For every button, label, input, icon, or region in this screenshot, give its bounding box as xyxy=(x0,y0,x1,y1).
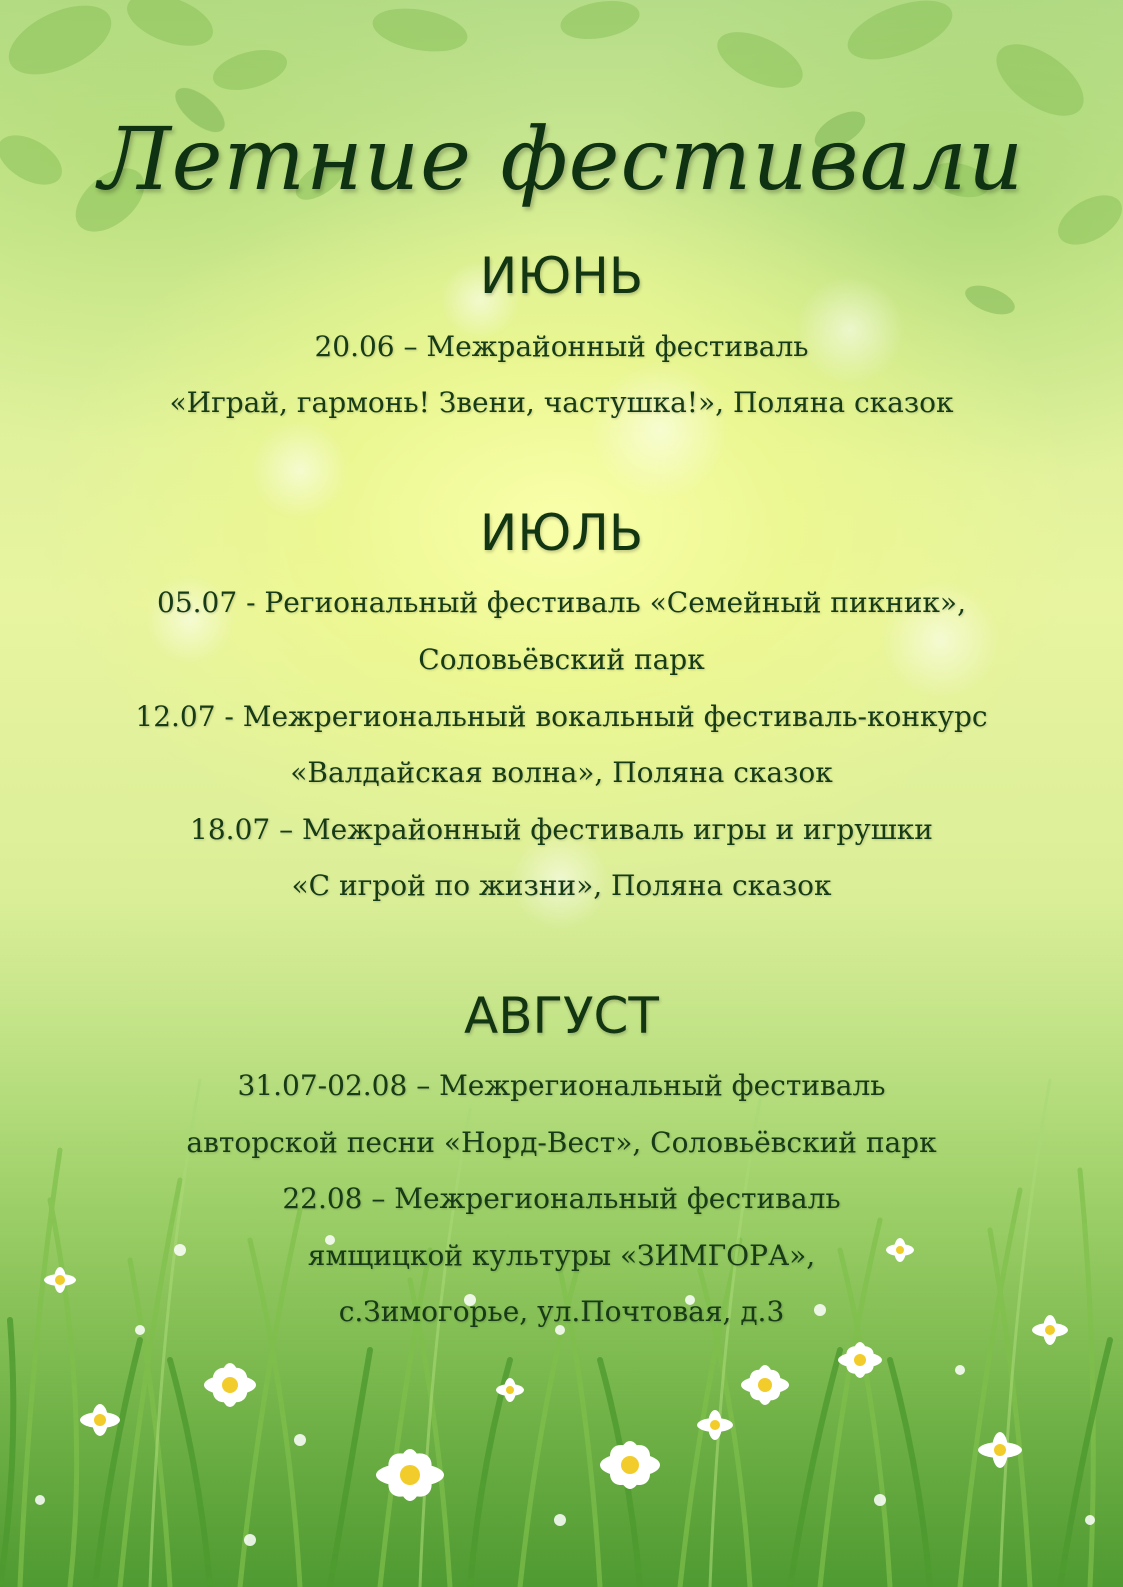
event-line: 12.07 - Межрегиональный вокальный фестиваль-конкурс xyxy=(135,700,988,733)
event-line: 05.07 - Региональный фестиваль «Семейный пикник», xyxy=(157,586,966,619)
month-heading-july: ИЮЛЬ xyxy=(479,504,644,562)
event-line: Соловьёвский парк xyxy=(418,643,705,676)
event-line: авторской песни «Норд-Вест», Соловьёвский парк xyxy=(186,1126,937,1159)
event-line: с.Зимогорье, ул.Почтовая, д.3 xyxy=(338,1295,785,1328)
month-heading-june: ИЮНЬ xyxy=(479,247,644,305)
page-title: Летние фестивали xyxy=(98,110,1025,210)
event-line: 20.06 – Межрайонный фестиваль xyxy=(314,330,809,363)
event-line: 31.07-02.08 – Межрегиональный фестиваль xyxy=(237,1069,886,1102)
event-line: ямщицкой культуры «ЗИМГОРА», xyxy=(307,1239,816,1272)
event-line: «С игрой по жизни», Поляна сказок xyxy=(291,869,832,902)
event-line: «Играй, гармонь! Звени, частушка!», Поляна сказок xyxy=(169,386,954,419)
event-line: 18.07 – Межрайонный фестиваль игры и игрушки xyxy=(190,813,933,846)
month-heading-august: АВГУСТ xyxy=(464,987,659,1045)
event-line: 22.08 – Межрегиональный фестиваль xyxy=(282,1182,841,1215)
event-line: «Валдайская волна», Поляна сказок xyxy=(290,756,833,789)
